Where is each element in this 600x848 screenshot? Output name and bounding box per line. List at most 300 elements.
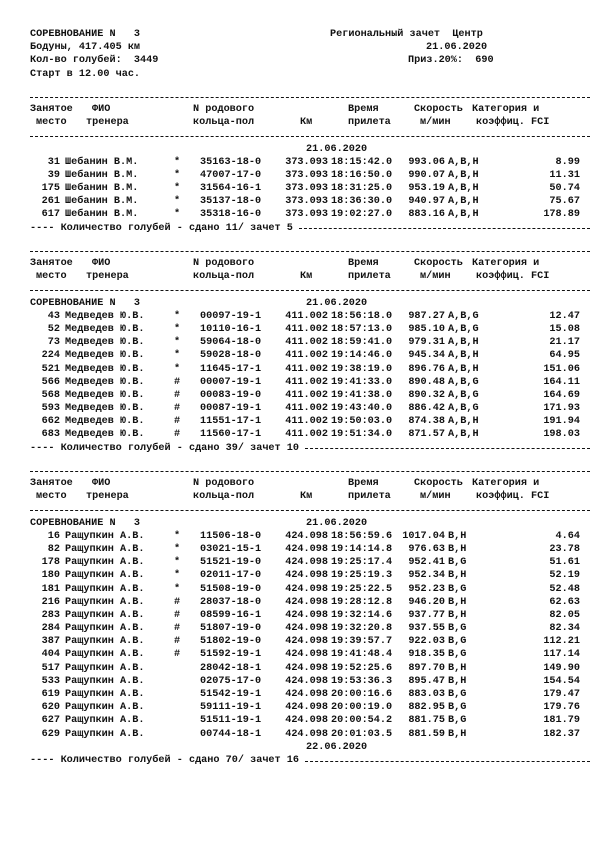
distance-cell: 373.093 — [285, 183, 328, 195]
speed-cell: 897.70 — [408, 662, 445, 674]
fci-coefficient-cell: 182.37 — [543, 728, 580, 740]
category-cell: A,B,H — [448, 337, 479, 349]
result-row — [30, 609, 590, 622]
trainer-name-cell: Шебанин В.М. — [65, 209, 139, 221]
category-cell: A,B,H — [448, 416, 479, 428]
mark-cell: * — [174, 310, 181, 322]
speed-cell: 882.95 — [408, 702, 445, 714]
column-header-speed-2: м/мин — [420, 271, 451, 283]
result-row — [30, 688, 590, 701]
mark-cell: # — [174, 376, 181, 388]
fci-coefficient-cell: 154.54 — [543, 675, 580, 687]
mark-cell: * — [174, 570, 181, 582]
fci-coefficient-cell: 178.89 — [543, 209, 580, 221]
ring-number-cell: 11645-17-1 — [200, 363, 262, 375]
fci-coefficient-cell: 51.61 — [549, 557, 580, 569]
distance-cell: 411.002 — [285, 416, 328, 428]
column-header-fio-2: тренера — [86, 271, 129, 283]
speed-cell: 918.35 — [408, 649, 445, 661]
category-cell: A,B,H — [448, 156, 479, 168]
column-header-speed-2: м/мин — [420, 491, 451, 503]
arrival-time-cell: 19:50:03.0 — [331, 416, 393, 428]
mark-cell: # — [174, 649, 181, 661]
speed-cell: 886.42 — [408, 403, 445, 415]
fci-coefficient-cell: 50.74 — [549, 183, 580, 195]
arrival-time-cell: 19:14:14.8 — [331, 543, 393, 555]
arrival-time-cell: 19:14:46.0 — [331, 350, 393, 362]
place-cell: 683 — [41, 429, 60, 441]
category-cell: A,B,G — [448, 376, 479, 388]
trainer-name-cell: Ращупкин А.В. — [65, 649, 145, 661]
section-date-row — [30, 517, 590, 530]
trainer-name-cell: Ращупкин А.В. — [65, 689, 145, 700]
fci-coefficient-cell: 171.93 — [543, 403, 580, 415]
category-cell: B,G — [448, 623, 467, 635]
column-header-time-1: Время — [348, 103, 379, 115]
speed-cell: 890.48 — [408, 376, 445, 388]
fci-coefficient-cell: 82.05 — [549, 609, 580, 621]
speed-cell: 883.16 — [408, 209, 445, 221]
arrival-time-cell: 18:15:42.0 — [331, 156, 393, 168]
trainer-name-cell: Медведев Ю.В. — [65, 310, 145, 322]
trainer-name-cell: Ращупкин А.В. — [65, 570, 145, 582]
divider — [30, 283, 590, 296]
place-cell: 619 — [41, 689, 60, 700]
ring-number-cell: 59111-19-1 — [200, 702, 262, 714]
divider — [30, 464, 590, 477]
place-cell: 662 — [41, 416, 60, 428]
mark-cell: # — [174, 389, 181, 401]
category-cell: A,B,H — [448, 169, 479, 181]
section-spacer — [30, 235, 590, 244]
distance-cell: 373.093 — [285, 209, 328, 221]
distance-cell: 373.093 — [285, 156, 328, 168]
ring-number-cell: 28042-18-1 — [200, 662, 262, 674]
distance-cell: 411.002 — [285, 429, 328, 441]
category-cell: B,G — [448, 649, 467, 661]
distance-cell: 424.098 — [285, 715, 328, 727]
arrival-time-cell: 19:28:12.8 — [331, 596, 393, 608]
category-cell: B,G — [448, 636, 467, 648]
result-row — [30, 402, 590, 415]
distance-cell: 411.002 — [285, 363, 328, 375]
category-cell: A,B,G — [448, 323, 479, 335]
section-competition-label: СОРЕВНОВАНИЕ N 3 — [30, 297, 141, 309]
column-header-cat-2: коэффиц. FCI — [476, 271, 550, 283]
column-header-ring-1: N родового — [193, 478, 255, 489]
result-row — [30, 635, 590, 648]
trainer-name-cell: Ращупкин А.В. — [65, 715, 145, 727]
section-date-row — [30, 297, 590, 310]
place-cell: 82 — [47, 543, 60, 555]
mark-cell: * — [174, 196, 181, 208]
trainer-name-cell: Медведев Ю.В. — [65, 389, 145, 401]
fci-coefficient-cell: 151.06 — [543, 363, 580, 375]
place-cell: 178 — [41, 557, 60, 569]
section-date: 21.06.2020 — [306, 517, 368, 529]
mark-cell: # — [174, 403, 181, 415]
fci-coefficient-cell: 64.95 — [549, 350, 580, 362]
column-header-speed-1: Скорость — [414, 478, 463, 489]
speed-cell: 890.32 — [408, 389, 445, 401]
column-header-ring-2: кольца-пол — [193, 491, 255, 503]
place-cell: 517 — [41, 662, 60, 674]
arrival-time-cell: 18:56:59.6 — [331, 530, 393, 542]
column-header-fio-1: ФИО — [92, 103, 111, 115]
result-row — [30, 182, 590, 195]
result-row — [30, 648, 590, 661]
place-cell: 73 — [47, 337, 60, 349]
arrival-time-cell: 19:41:38.0 — [331, 389, 393, 401]
arrival-time-cell: 19:51:34.0 — [331, 429, 393, 441]
distance-cell: 424.098 — [285, 702, 328, 714]
trainer-name-cell: Ращупкин А.В. — [65, 662, 145, 674]
place-cell: 617 — [41, 209, 60, 221]
trainer-name-cell: Медведев Ю.В. — [65, 350, 145, 362]
category-cell: B,H — [448, 596, 467, 608]
column-header-place-2: место — [36, 117, 67, 129]
trainer-name-cell: Ращупкин А.В. — [65, 675, 145, 687]
trainer-name-cell: Шебанин В.М. — [65, 169, 139, 181]
distance-cell: 424.098 — [285, 675, 328, 687]
speed-cell: 953.19 — [408, 183, 445, 195]
trainer-name-cell: Шебанин В.М. — [65, 196, 139, 208]
ring-number-cell: 51521-19-0 — [200, 557, 262, 569]
fci-coefficient-cell: 8.99 — [555, 156, 580, 168]
category-cell: A,B,G — [448, 389, 479, 401]
header-row-1 — [30, 28, 590, 41]
category-cell: B,H — [448, 675, 467, 687]
arrival-time-cell: 19:32:14.6 — [331, 609, 393, 621]
ring-number-cell: 11560-17-1 — [200, 429, 262, 441]
column-header-row — [30, 116, 590, 129]
column-header-speed-2: м/мин — [420, 117, 451, 129]
mark-cell: * — [174, 169, 181, 181]
trainer-name-cell: Ращупкин А.В. — [65, 557, 145, 569]
distance-cell: 424.098 — [285, 689, 328, 700]
category-cell: B,H — [448, 609, 467, 621]
summary-trailing-rule — [299, 228, 590, 229]
place-cell: 284 — [41, 623, 60, 635]
category-cell: B,H — [448, 728, 467, 740]
place-cell: 16 — [47, 530, 60, 542]
mark-cell: * — [174, 557, 181, 569]
competition-title: СОРЕВНОВАНИЕ N 3 — [30, 29, 141, 40]
result-row — [30, 701, 590, 714]
distance-cell: 424.098 — [285, 623, 328, 635]
place-cell: 216 — [41, 596, 60, 608]
result-row — [30, 675, 590, 688]
fci-coefficient-cell: 112.21 — [543, 636, 580, 648]
trainer-name-cell: Медведев Ю.В. — [65, 429, 145, 441]
column-header-time-1: Время — [348, 258, 379, 269]
arrival-time-cell: 20:01:03.5 — [331, 728, 393, 740]
arrival-time-cell: 18:57:13.0 — [331, 323, 393, 335]
section-summary: ---- Количество голубей - сдано 39/ зачет 10 — [30, 442, 299, 454]
ring-number-cell: 35163-18-0 — [200, 156, 262, 168]
ring-number-cell: 51542-19-1 — [200, 689, 262, 700]
trainer-name-cell: Медведев Ю.В. — [65, 376, 145, 388]
fci-coefficient-cell: 21.17 — [549, 337, 580, 349]
arrival-time-cell: 18:31:25.0 — [331, 183, 393, 195]
section-summary-row — [30, 442, 590, 455]
arrival-time-cell: 20:00:16.6 — [331, 689, 393, 700]
breeder-section — [30, 81, 590, 235]
result-row — [30, 389, 590, 402]
results-document — [30, 28, 590, 767]
result-row — [30, 415, 590, 428]
speed-cell: 881.75 — [408, 715, 445, 727]
section-date: 21.06.2020 — [306, 297, 368, 309]
category-cell: A,B,G — [448, 310, 479, 322]
section-date: 21.06.2020 — [306, 143, 368, 155]
fci-coefficient-cell: 191.94 — [543, 416, 580, 428]
speed-cell: 952.23 — [408, 583, 445, 595]
ring-number-cell: 59064-18-0 — [200, 337, 262, 349]
distance-cell: 411.002 — [285, 403, 328, 415]
speed-cell: 881.59 — [408, 728, 445, 740]
speed-cell: 990.07 — [408, 169, 445, 181]
speed-cell: 937.55 — [408, 623, 445, 635]
fci-coefficient-cell: 52.48 — [549, 583, 580, 595]
fci-coefficient-cell: 52.19 — [549, 570, 580, 582]
fci-coefficient-cell: 179.47 — [543, 689, 580, 700]
column-header-time-2: прилета — [348, 271, 391, 283]
fci-coefficient-cell: 62.63 — [549, 596, 580, 608]
result-row — [30, 622, 590, 635]
section-spacer — [30, 81, 590, 90]
ring-number-cell: 00007-19-1 — [200, 376, 262, 388]
arrival-time-cell: 18:56:18.0 — [331, 310, 393, 322]
mark-cell: * — [174, 350, 181, 362]
fci-coefficient-cell: 82.34 — [549, 623, 580, 635]
column-header-place-1: Занятое — [30, 103, 73, 115]
result-row — [30, 583, 590, 596]
section-date-row — [30, 143, 590, 156]
arrival-time-cell: 20:00:54.2 — [331, 715, 393, 727]
distance-cell: 424.098 — [285, 662, 328, 674]
sections-container — [30, 81, 590, 767]
distance-label: Бодуны, 417.405 км — [30, 42, 141, 54]
trainer-name-cell: Ращупкин А.В. — [65, 609, 145, 621]
trainer-name-cell: Медведев Ю.В. — [65, 363, 145, 375]
arrival-time-cell: 19:32:20.8 — [331, 623, 393, 635]
header-row-4 — [30, 68, 590, 81]
section-spacer — [30, 455, 590, 464]
arrival-time-cell: 19:25:22.5 — [331, 583, 393, 595]
category-cell: B,G — [448, 702, 467, 714]
place-cell: 175 — [41, 183, 60, 195]
place-cell: 31 — [47, 156, 60, 168]
column-header-time-2: прилета — [348, 491, 391, 503]
distance-cell: 411.002 — [285, 310, 328, 322]
mark-cell: * — [174, 583, 181, 595]
category-cell: B,H — [448, 570, 467, 582]
result-row — [30, 323, 590, 336]
trainer-name-cell: Ращупкин А.В. — [65, 728, 145, 740]
category-cell: B,G — [448, 583, 467, 595]
place-cell: 181 — [41, 583, 60, 595]
section-summary: ---- Количество голубей - сдано 11/ зачет 5 — [30, 222, 293, 234]
region-label: Региональный зачет Центр — [330, 29, 483, 40]
section-summary: ---- Количество голубей - сдано 70/ зачет 16 — [30, 754, 299, 766]
distance-cell: 424.098 — [285, 728, 328, 740]
column-header-time-2: прилета — [348, 117, 391, 129]
header-row-2 — [30, 41, 590, 54]
result-row — [30, 556, 590, 569]
column-header-cat-1: Категория и — [472, 478, 540, 489]
distance-cell: 424.098 — [285, 543, 328, 555]
speed-cell: 922.03 — [408, 636, 445, 648]
section-summary-row — [30, 222, 590, 235]
place-cell: 43 — [47, 310, 60, 322]
mark-cell: # — [174, 636, 181, 648]
mark-cell: # — [174, 429, 181, 441]
column-header-row — [30, 477, 590, 490]
mark-cell: * — [174, 337, 181, 349]
column-header-ring-1: N родового — [193, 258, 255, 269]
divider — [30, 244, 590, 257]
category-cell: B,G — [448, 557, 467, 569]
distance-cell: 424.098 — [285, 570, 328, 582]
result-row — [30, 195, 590, 208]
ring-number-cell: 51802-19-0 — [200, 636, 262, 648]
next-day-date-row — [30, 741, 590, 754]
place-cell: 404 — [41, 649, 60, 661]
ring-number-cell: 35137-18-0 — [200, 196, 262, 208]
fci-coefficient-cell: 15.08 — [549, 323, 580, 335]
speed-cell: 871.57 — [408, 429, 445, 441]
category-cell: B,H — [448, 530, 467, 542]
result-row — [30, 156, 590, 169]
ring-number-cell: 00083-19-0 — [200, 389, 262, 401]
speed-cell: 987.27 — [408, 310, 445, 322]
speed-cell: 1017.04 — [402, 530, 445, 542]
place-cell: 568 — [41, 389, 60, 401]
pigeon-count: Кол-во голубей: 3449 — [30, 55, 159, 67]
distance-cell: 424.098 — [285, 557, 328, 569]
fci-coefficient-cell: 198.03 — [543, 429, 580, 441]
ring-number-cell: 10110-16-1 — [200, 323, 262, 335]
arrival-time-cell: 19:41:33.0 — [331, 376, 393, 388]
trainer-name-cell: Ращупкин А.В. — [65, 596, 145, 608]
speed-cell: 937.77 — [408, 609, 445, 621]
divider — [30, 90, 590, 103]
place-cell: 261 — [41, 196, 60, 208]
prize-count: Приз.20%: 690 — [408, 55, 494, 67]
fci-coefficient-cell: 23.78 — [549, 543, 580, 555]
mark-cell: * — [174, 323, 181, 335]
result-row — [30, 336, 590, 349]
place-cell: 533 — [41, 675, 60, 687]
mark-cell: # — [174, 609, 181, 621]
mark-cell: * — [174, 183, 181, 195]
result-row — [30, 169, 590, 182]
category-cell: A,B,H — [448, 183, 479, 195]
column-header-row — [30, 103, 590, 116]
column-header-place-1: Занятое — [30, 258, 73, 269]
fci-coefficient-cell: 4.64 — [555, 530, 580, 542]
fci-coefficient-cell: 181.79 — [543, 715, 580, 727]
distance-cell: 411.002 — [285, 337, 328, 349]
start-time: Старт в 12.00 час. — [30, 68, 141, 80]
column-header-place-2: место — [36, 491, 67, 503]
arrival-time-cell: 20:00:19.0 — [331, 702, 393, 714]
ring-number-cell: 00087-19-1 — [200, 403, 262, 415]
column-header-place-1: Занятое — [30, 478, 73, 489]
ring-number-cell: 51807-19-0 — [200, 623, 262, 635]
place-cell: 629 — [41, 728, 60, 740]
place-cell: 387 — [41, 636, 60, 648]
result-row — [30, 569, 590, 582]
arrival-time-cell: 18:36:30.0 — [331, 196, 393, 208]
ring-number-cell: 35318-16-0 — [200, 209, 262, 221]
summary-trailing-rule — [305, 448, 590, 449]
result-row — [30, 349, 590, 362]
column-header-cat-2: коэффиц. FCI — [476, 117, 550, 129]
speed-cell: 952.34 — [408, 570, 445, 582]
trainer-name-cell: Шебанин В.М. — [65, 156, 139, 168]
place-cell: 180 — [41, 570, 60, 582]
category-cell: A,B,H — [448, 363, 479, 375]
divider — [30, 503, 590, 516]
distance-cell: 424.098 — [285, 609, 328, 621]
trainer-name-cell: Медведев Ю.В. — [65, 337, 145, 349]
category-cell: B,H — [448, 662, 467, 674]
result-row — [30, 208, 590, 221]
result-row — [30, 728, 590, 741]
result-row — [30, 530, 590, 543]
arrival-time-cell: 19:41:48.4 — [331, 649, 393, 661]
mark-cell: # — [174, 416, 181, 428]
breeder-section — [30, 455, 590, 767]
place-cell: 283 — [41, 609, 60, 621]
mark-cell: * — [174, 530, 181, 542]
column-header-km: Км — [300, 491, 313, 503]
category-cell: A,B,H — [448, 196, 479, 208]
speed-cell: 985.10 — [408, 323, 445, 335]
section-summary-row — [30, 754, 590, 767]
section-competition-label: СОРЕВНОВАНИЕ N 3 — [30, 517, 141, 529]
ring-number-cell: 47007-17-0 — [200, 169, 262, 181]
category-cell: B,G — [448, 715, 467, 727]
ring-number-cell: 00097-19-1 — [200, 310, 262, 322]
arrival-time-cell: 19:43:40.0 — [331, 403, 393, 415]
mark-cell: * — [174, 209, 181, 221]
fci-coefficient-cell: 149.90 — [543, 662, 580, 674]
column-header-km: Км — [300, 271, 313, 283]
distance-cell: 424.098 — [285, 583, 328, 595]
column-header-cat-1: Категория и — [472, 258, 540, 269]
place-cell: 566 — [41, 376, 60, 388]
column-header-speed-1: Скорость — [414, 103, 463, 115]
place-cell: 52 — [47, 323, 60, 335]
trainer-name-cell: Ращупкин А.В. — [65, 530, 145, 542]
arrival-time-cell: 19:25:19.3 — [331, 570, 393, 582]
distance-cell: 424.098 — [285, 636, 328, 648]
fci-coefficient-cell: 12.47 — [549, 310, 580, 322]
column-header-fio-1: ФИО — [92, 258, 111, 269]
result-row — [30, 310, 590, 323]
release-date: 21.06.2020 — [426, 42, 488, 54]
divider — [30, 129, 590, 142]
summary-trailing-rule — [305, 761, 590, 762]
result-row — [30, 363, 590, 376]
column-header-ring-2: кольца-пол — [193, 271, 255, 283]
column-header-row — [30, 257, 590, 270]
arrival-time-cell: 19:25:17.4 — [331, 557, 393, 569]
fci-coefficient-cell: 117.14 — [543, 649, 580, 661]
